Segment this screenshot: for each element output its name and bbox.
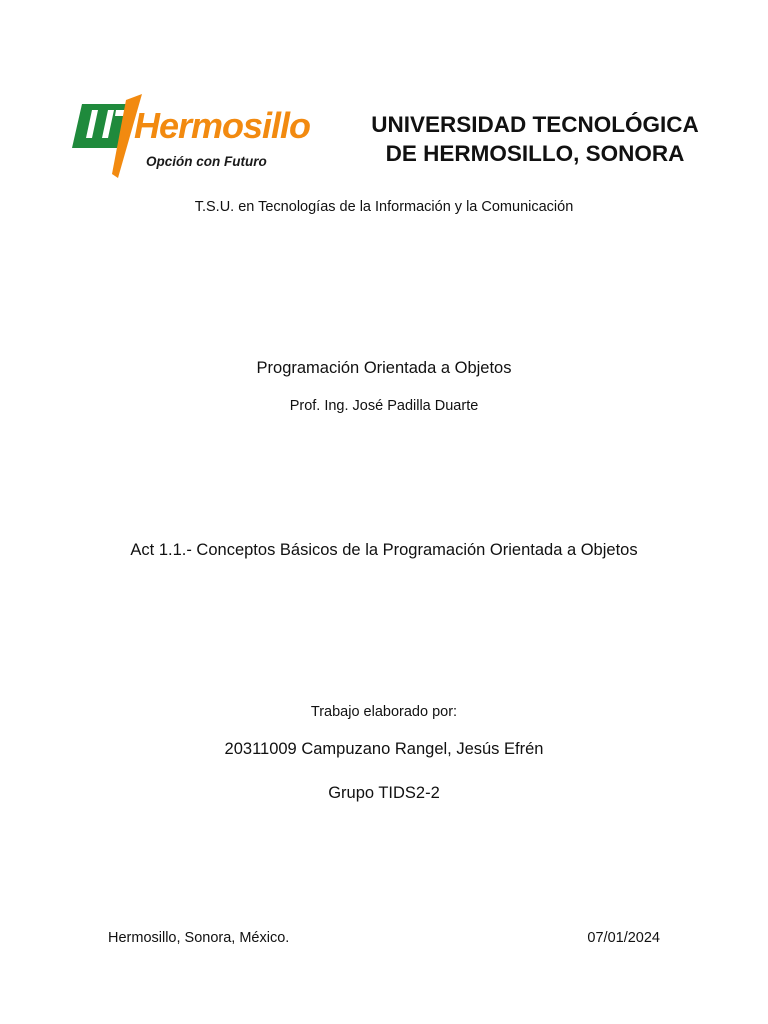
svg-text:Hermosillo: Hermosillo (134, 105, 311, 146)
logo-slogan: Opción con Futuro (146, 154, 267, 169)
footer-date: 07/01/2024 (587, 930, 660, 946)
professor-name: Prof. Ing. José Padilla Duarte (289, 398, 479, 414)
program-name: T.S.U. en Tecnologías de la Información y la Comunicación (194, 199, 574, 215)
author-label: Trabajo elaborado por: (310, 704, 458, 720)
author-name: 20311009 Campuzano Rangel, Jesús Efrén (224, 740, 544, 758)
footer-place: Hermosillo, Sonora, México. (108, 930, 290, 946)
university-name-line1: UNIVERSIDAD TECNOLÓGICA (371, 112, 699, 137)
university-name-line2: DE HERMOSILLO, SONORA (385, 141, 685, 166)
university-name (350, 110, 720, 168)
activity-title: Act 1.1.- Conceptos Básicos de la Programación Orientada a Objetos (130, 541, 638, 559)
group-name: Grupo TIDS2-2 (328, 784, 440, 802)
university-logo (68, 90, 311, 182)
course-title: Programación Orientada a Objetos (256, 359, 512, 377)
